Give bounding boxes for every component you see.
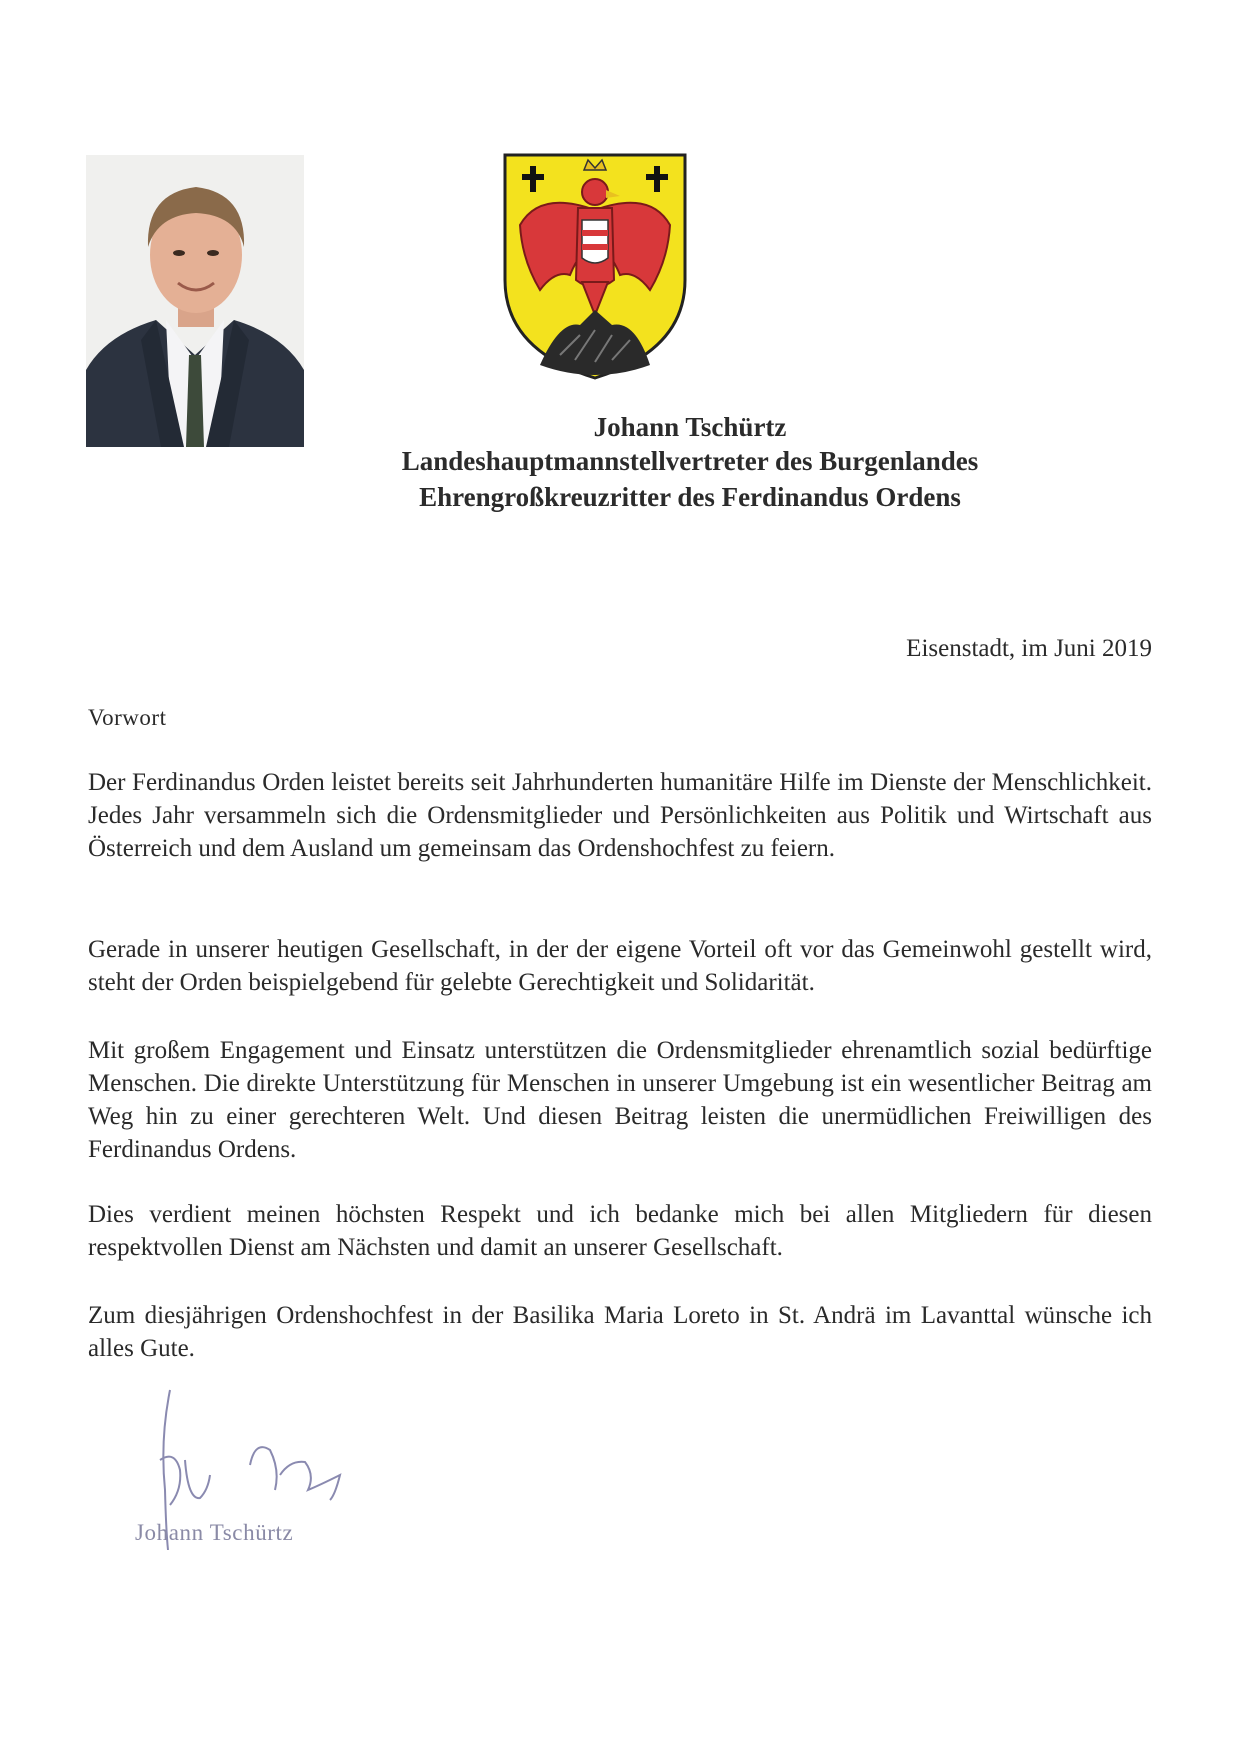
author-title: Landeshauptmannstellvertreter des Burgenlandes [401,446,979,476]
author-name: Johann Tschürtz [593,412,787,442]
portrait-illustration [86,155,304,447]
portrait-photo [86,155,304,447]
coat-of-arms [500,150,690,382]
paragraph: Der Ferdinandus Orden leistet bereits seit Jahrhunderten humanitäre Hilfe im Dienste der Menschlichkeit. Jedes Jahr versammeln sich die Ordensmitglieder und Persönlichkeiten aus Politik und Wirtschaft aus Österreich und dem Ausland um gemeinsam das Ordenshochfest zu feiern. [88,769,1152,862]
coat-of-arms-illustration [500,150,690,382]
paragraph: Mit großem Engagement und Einsatz unterstützen die Ordensmitglieder ehrenamtlich sozial bedürftige Menschen. Die direkte Unterstützung für Menschen in unserer Umgebung ist ein wesentlicher Beitrag am Weg hin zu einer gerechteren Welt. Und diesen Beitrag leisten die unermüdlichen Freiwilligen des Ferdinandus Ordens. [88,1037,1152,1163]
paragraph: Gerade in unserer heutigen Gesellschaft, in der der eigene Vorteil oft vor das Gemeinwohl gestellt wird, steht der Orden beispielgebend für gelebte Gerechtigkeit und Solidarität. [88,936,1152,996]
section-heading: Vorwort [88,705,167,730]
place-date: Eisenstadt, im Juni 2019 [906,635,1152,662]
paragraph: Dies verdient meinen höchsten Respekt und ich bedanke mich bei allen Mitgliedern für diesen respektvollen Dienst am Nächsten und damit an unserer Gesellschaft. [88,1201,1152,1261]
signer-name: Johann Tschürtz [135,1520,294,1545]
paragraph: Zum diesjährigen Ordenshochfest in der Basilika Maria Loreto in St. Andrä im Lavanttal wünsche ich alles Gute. [88,1302,1152,1362]
author-honor: Ehrengroßkreuzritter des Ferdinandus Ordens [419,482,961,512]
